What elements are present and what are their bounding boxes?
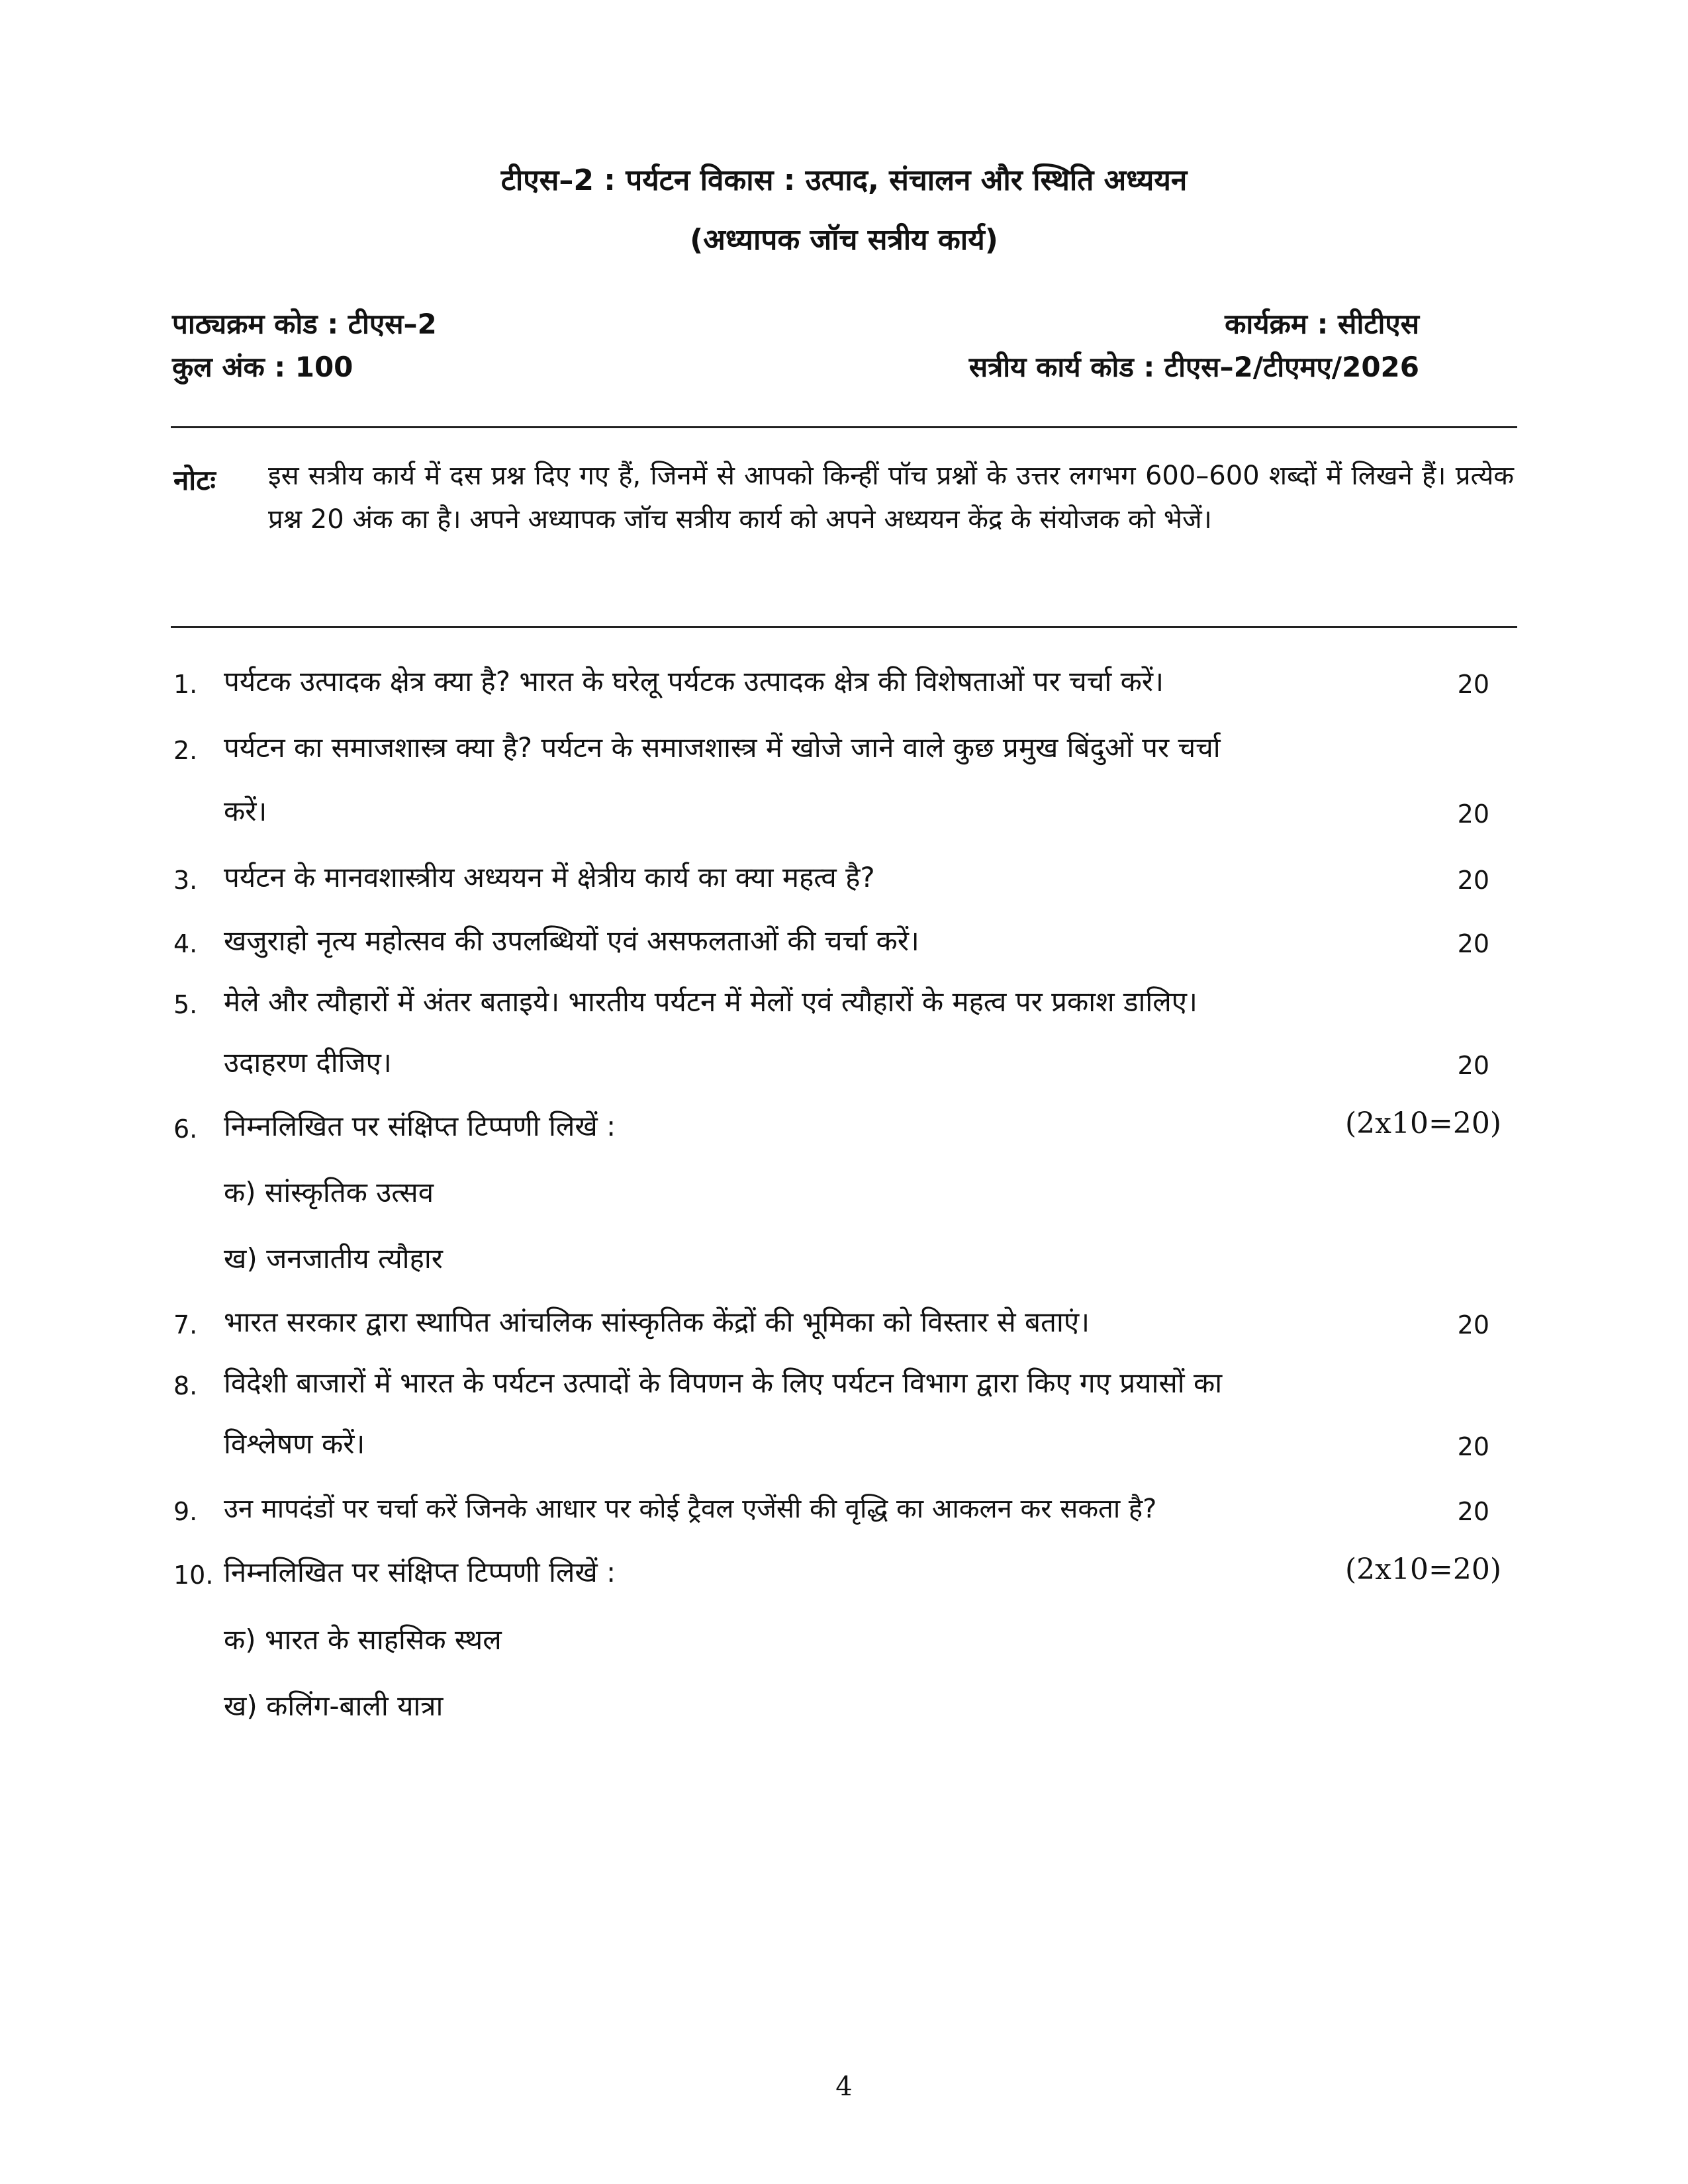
question-1-marks: 20 <box>1457 670 1489 699</box>
question-6-marks: (2x10=20) <box>1345 1107 1501 1140</box>
question-10-marks: (2x10=20) <box>1345 1553 1501 1586</box>
question-4-text: खजुराहो नृत्य महोत्सव की उपलब्धियों एवं असफलताओं की चर्चा करें। <box>224 925 919 957</box>
question-8-marks: 20 <box>1457 1432 1489 1461</box>
question-4-marks: 20 <box>1457 929 1489 958</box>
question-2-marks: 20 <box>1457 799 1489 829</box>
page-number: 4 <box>835 2071 853 2102</box>
divider-bottom <box>171 626 1517 628</box>
question-1-text: पर्यटक उत्पादक क्षेत्र क्या है? भारत के घरेलू पर्यटक उत्पादक क्षेत्र की विशेषताओं पर चर्चा करें। <box>224 665 1164 698</box>
programme: कार्यक्रम : सीटीएस <box>1225 308 1419 340</box>
question-7-text: भारत सरकार द्वारा स्थापित आंचलिक सांस्कृतिक केंद्रों की भूमिका को विस्तार से बताएं। <box>224 1306 1090 1338</box>
question-6-number: 6. <box>173 1115 198 1144</box>
question-5-text: मेले और त्यौहारों में अंतर बताइये। भारतीय पर्यटन में मेलों एवं त्यौहारों के महत्व पर प्रकाश डालिए। <box>224 985 1197 1018</box>
question-8-text: विदेशी बाजारों में भारत के पर्यटन उत्पादों के विपणन के लिए पर्यटन विभाग द्वारा किए गए प्रयासों का <box>224 1367 1223 1399</box>
question-5-marks: 20 <box>1457 1051 1489 1080</box>
question-9-number: 9. <box>173 1497 198 1526</box>
question-10-text: निम्नलिखित पर संक्षिप्त टिप्पणी लिखें : <box>224 1556 616 1588</box>
question-3-text: पर्यटन के मानवशास्त्रीय अध्ययन में क्षेत्रीय कार्य का क्या महत्व है? <box>224 861 875 893</box>
total-marks: कुल अंक : 100 <box>172 351 353 383</box>
question-3-number: 3. <box>173 866 198 895</box>
note-text: इस सत्रीय कार्य में दस प्रश्न दिए गए हैं, जिनमें से आपको किन्हीं पॉच प्रश्नों के उत्तर लगभग 600–600 शब्दों में लिखने हैं। प्रत्येक प्रश्न 20 अंक का है। अपने अध्यापक जॉच सत्रीय कार्य को अपने अध्ययन केंद्र के संयोजक को भेजें। <box>268 461 1514 535</box>
question-8-text-cont: विश्लेषण करें। <box>224 1428 365 1460</box>
question-9-text: उन मापदंडों पर चर्चा करें जिनके आधार पर कोई ट्रैवल एजेंसी की वृद्धि का आकलन कर सकता है? <box>224 1494 1157 1524</box>
assignment-code: सत्रीय कार्य कोड : टीएस–2/टीएमए/2026 <box>968 351 1419 383</box>
question-8-number: 8. <box>173 1371 198 1400</box>
question-7-number: 7. <box>173 1310 198 1340</box>
note-label: नोटः <box>173 464 216 496</box>
question-6-text: निम्नलिखित पर संक्षिप्त टिप्पणी लिखें : <box>224 1110 616 1142</box>
question-3-marks: 20 <box>1457 866 1489 895</box>
page-title: टीएस–2 : पर्यटन विकास : उत्पाद, संचालन और स्थिति अध्ययन <box>500 163 1188 197</box>
question-2-text: पर्यटन का समाजशास्त्र क्या है? पर्यटन के समाजशास्त्र में खोजे जाने वाले कुछ प्रमुख बिंदुओं पर चर्चा <box>224 731 1221 764</box>
course-code: पाठ्यक्रम कोड : टीएस–2 <box>172 308 437 340</box>
question-7-marks: 20 <box>1457 1310 1489 1340</box>
question-5-number: 5. <box>173 990 198 1019</box>
question-10-number: 10. <box>173 1561 214 1590</box>
question-10-subitem-b: ख) कलिंग-बाली यात्रा <box>224 1690 444 1722</box>
question-2-number: 2. <box>173 736 198 765</box>
question-10-subitem-a: क) भारत के साहसिक स्थल <box>224 1623 502 1656</box>
question-4-number: 4. <box>173 929 198 958</box>
question-6-subitem-b: ख) जनजातीय त्यौहार <box>224 1242 443 1275</box>
page-subtitle: (अध्यापक जॉच सत्रीय कार्य) <box>690 223 998 257</box>
question-5-text-cont: उदाहरण दीजिए। <box>224 1046 392 1079</box>
question-6-subitem-a: क) सांस्कृतिक उत्सव <box>224 1176 434 1208</box>
question-2-text-cont: करें। <box>224 795 267 827</box>
question-1-number: 1. <box>173 670 198 699</box>
divider-top <box>171 426 1517 428</box>
question-9-marks: 20 <box>1457 1497 1489 1526</box>
